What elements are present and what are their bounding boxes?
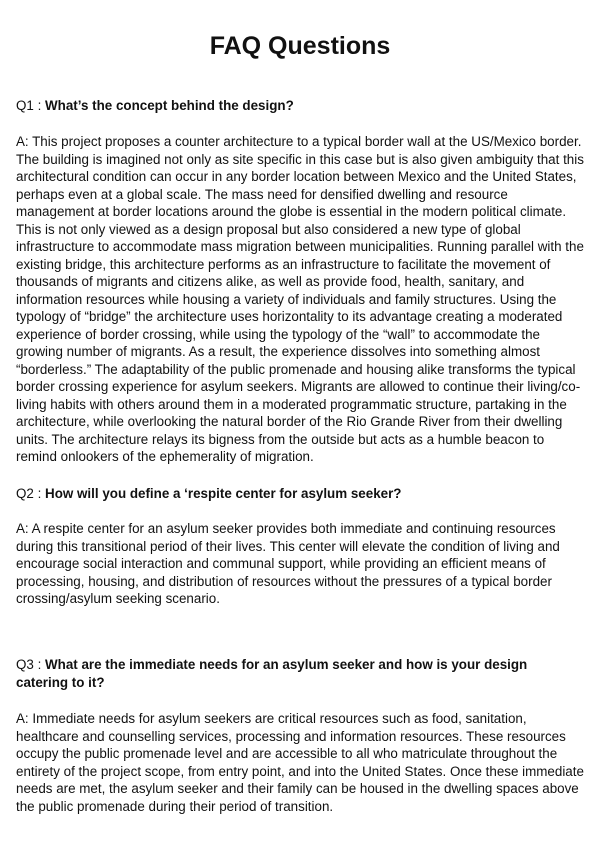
question-text: How will you define a ‘respite center for asylum seeker? xyxy=(45,486,402,501)
faq-question-2 xyxy=(16,485,576,503)
question-text: What are the immediate needs for an asylum seeker and how is your design catering to it? xyxy=(16,657,528,690)
question-text: What’s the concept behind the design? xyxy=(45,98,294,113)
faq-answer-3: A: Immediate needs for asylum seekers are critical resources such as food, sanitation, healthcare and counselling services, processing and information resources. These resources occupy the public promenade level and are accessible to all who matriculate throughout the entirety of the project scope, from entry point, and into the United States. Once these immediate needs are met, the asylum seeker and their family can be housed in the dwelling spaces above the public promenade during their period of transition. xyxy=(16,711,584,814)
page-title: FAQ Questions xyxy=(209,32,391,60)
question-label: Q2 : xyxy=(16,486,46,501)
faq-answer-2: A: A respite center for an asylum seeker provides both immediate and continuing resources during this transitional period of their lives. This center will elevate the condition of living and encourage social interaction and communal support, while providing an efficient means of processing, housing, and distribution of resources without the pressures of a typical border crossing/asylum seeking scenario. xyxy=(16,521,560,606)
question-label: Q1 : xyxy=(16,98,46,113)
faq-question-1 xyxy=(16,97,576,115)
faq-question-3 xyxy=(16,656,576,691)
question-label: Q3 : xyxy=(16,657,46,672)
faq-answer-1: A: This project proposes a counter architecture to a typical border wall at the US/Mexico border. The building is imagined not only as site specific in this case but is also given ambiguity that this architectural condition can occur in any border location between Mexico and the United States, perhaps even at a global scale. The mass need for densified dwelling and resource management at border locations around the globe is essential in the modern political climate. This is not only viewed as a design proposal but also considered a new type of global infrastructure to accommodate mass migration between municipalities. Running parallel with the existing bridge, this architecture performs as an infrastructure to facilitate the movement of thousands of migrants and citizens alike, as well as provide food, health, sanitary, and information resources while housing a variety of individuals and family structures. Using the typology of “bridge” the architecture uses horizontality to its advantage creating a moderated experience of border crossing, while using the typology of the “wall” to accommodate the growing number of migrants. As a result, the experience dissolves into something almost “borderless.” The adaptability of the public promenade and housing alike transforms the typical border crossing experience for asylum seekers. Migrants are allowed to continue their living/co-living habits with others around them in a moderated programmatic structure, partaking in the architecture, while overlooking the natural border of the Rio Grande River from their dwelling units. The architecture relays its bigness from the outside but acts as a humble beacon to remind onlookers of the ephemerality of migration. xyxy=(16,134,584,464)
